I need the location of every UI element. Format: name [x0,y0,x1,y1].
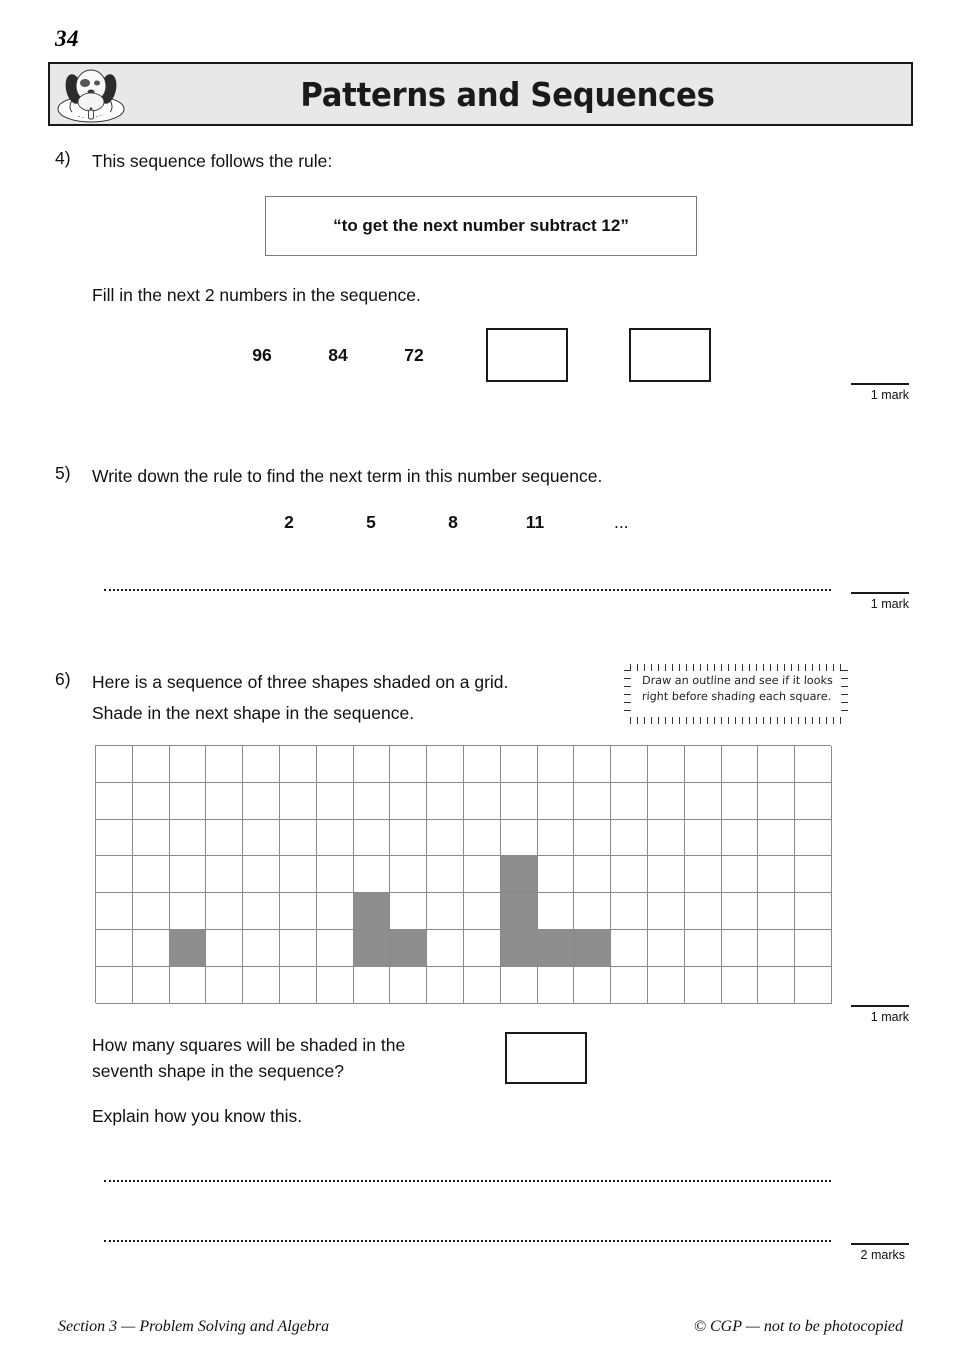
mark-rule [851,592,909,594]
grid-cell[interactable] [427,856,464,893]
grid-cell[interactable] [722,893,759,930]
grid-cell[interactable] [758,856,795,893]
question-6-sub-line1: How many squares will be shaded in the [92,1035,406,1055]
grid-cell-shaded[interactable] [501,856,538,893]
grid-cell[interactable] [611,783,648,820]
grid-cell-shaded[interactable] [501,930,538,967]
grid-cell[interactable] [722,783,759,820]
grid-cell[interactable] [243,783,280,820]
grid-cell[interactable] [758,746,795,783]
grid-cell[interactable] [280,930,317,967]
question-5-mark: 1 mark [870,597,909,611]
grid-cell[interactable] [427,820,464,857]
dog-mascot-icon [52,64,130,124]
grid-cell[interactable] [611,856,648,893]
grid-cell[interactable] [317,930,354,967]
question-4-answer-box-2[interactable] [629,328,711,382]
grid-cell[interactable] [464,820,501,857]
hint-note [622,663,850,725]
grid-cell[interactable] [538,820,575,857]
hint-border-left [624,670,631,718]
grid-cell[interactable] [427,967,464,1004]
hint-border-right [841,670,848,718]
page-number: 34 [55,26,79,51]
question-6-answer-line-1[interactable] [104,1180,831,1182]
grid-cell[interactable] [464,930,501,967]
grid-cell[interactable] [611,893,648,930]
grid-cell[interactable] [685,967,722,1004]
grid-cell[interactable] [390,893,427,930]
grid-cell[interactable] [722,746,759,783]
question-4-answer-box-1[interactable] [486,328,568,382]
grid-cell[interactable] [206,856,243,893]
grid-cell[interactable] [648,856,685,893]
grid-cell[interactable] [648,746,685,783]
sequence-term: 11 [525,512,545,532]
grid-cell[interactable] [685,856,722,893]
grid-cell[interactable] [538,967,575,1004]
grid-cell[interactable] [795,967,832,1004]
footer-section-label: Section 3 — Problem Solving and Algebra [58,1318,330,1335]
grid-cell[interactable] [317,783,354,820]
rule-box-text: “to get the next number subtract 12” [333,216,629,235]
page-header-bar [48,62,913,126]
grid-cell[interactable] [354,967,391,1004]
grid-cell[interactable] [96,746,133,783]
grid-cell[interactable] [96,783,133,820]
grid-cell[interactable] [206,820,243,857]
grid-cell[interactable] [574,967,611,1004]
grid-cell[interactable] [722,856,759,893]
rule-box [265,196,697,256]
grid-cell[interactable] [170,783,207,820]
grid-cell[interactable] [501,783,538,820]
sequence-term: 84 [328,345,348,365]
grid-cell[interactable] [795,893,832,930]
grid-cell[interactable] [501,746,538,783]
grid-cell[interactable] [427,746,464,783]
grid-cell-shaded[interactable] [501,893,538,930]
grid-cell[interactable] [464,783,501,820]
grid-cell[interactable] [574,820,611,857]
mark-rule [851,1243,909,1245]
grid-cell[interactable] [280,856,317,893]
grid-cell[interactable] [170,967,207,1004]
sequence-ellipsis: ... [614,512,629,532]
grid-cell[interactable] [280,967,317,1004]
grid-cell[interactable] [133,930,170,967]
question-5-answer-line[interactable] [104,589,831,591]
grid-cell[interactable] [206,930,243,967]
grid-cell[interactable] [574,783,611,820]
hint-text: Draw an outline and see if it looks right before shading each square. [641,674,834,703]
grid-cell[interactable] [243,820,280,857]
grid-cell[interactable] [317,856,354,893]
grid-cell[interactable] [133,967,170,1004]
hint-border-bottom [630,717,842,724]
grid-cell[interactable] [795,820,832,857]
grid-cell[interactable] [96,930,133,967]
question-6-grid-mark: 1 mark [870,1010,909,1024]
question-6-number: 6) [55,669,71,689]
question-6-sub-line2: seventh shape in the sequence? [92,1061,344,1081]
question-4-mark: 1 mark [870,388,909,402]
grid-cell[interactable] [390,820,427,857]
grid-cell[interactable] [574,856,611,893]
grid-cell-shaded[interactable] [574,930,611,967]
grid-cell[interactable] [96,820,133,857]
grid-cell-shaded[interactable] [390,930,427,967]
grid-cell[interactable] [611,930,648,967]
grid-cell[interactable] [648,783,685,820]
grid-cell[interactable] [427,783,464,820]
grid-cell[interactable] [317,893,354,930]
grid-cell-shaded[interactable] [170,930,207,967]
grid-cell[interactable] [501,820,538,857]
question-4-prompt: This sequence follows the rule: [92,151,333,171]
grid-cell[interactable] [464,746,501,783]
hint-border-top [630,664,842,671]
sequence-term: 2 [284,512,294,532]
grid-cell[interactable] [722,967,759,1004]
grid-cell[interactable] [243,856,280,893]
grid-cell-shaded[interactable] [354,893,391,930]
grid-cell[interactable] [501,967,538,1004]
grid-cell[interactable] [758,783,795,820]
grid-cell[interactable] [280,820,317,857]
question-6-explain-prompt: Explain how you know this. [92,1106,303,1126]
grid-cell[interactable] [538,856,575,893]
grid-cell[interactable] [758,967,795,1004]
grid-cell[interactable] [390,967,427,1004]
grid-cell[interactable] [280,746,317,783]
question-6-prompt-line2: Shade in the next shape in the sequence. [92,703,415,723]
grid-cell[interactable] [685,820,722,857]
grid-cell[interactable] [648,930,685,967]
grid-cell[interactable] [206,967,243,1004]
question-5-number: 5) [55,463,71,483]
question-4-instruction: Fill in the next 2 numbers in the sequence. [92,285,421,305]
grid-cell[interactable] [795,856,832,893]
grid-cell[interactable] [206,746,243,783]
grid-cell[interactable] [574,746,611,783]
grid-cell[interactable] [538,783,575,820]
grid-cell[interactable] [758,930,795,967]
grid-cell[interactable] [317,967,354,1004]
grid-cell[interactable] [464,856,501,893]
grid-cell[interactable] [354,783,391,820]
grid-cell[interactable] [354,856,391,893]
grid-cell-shaded[interactable] [354,930,391,967]
grid-cell[interactable] [206,783,243,820]
grid-cell[interactable] [133,893,170,930]
grid-cell[interactable] [243,893,280,930]
grid-cell[interactable] [611,967,648,1004]
question-6-explain-mark: 2 marks [860,1248,905,1262]
sequence-term: 5 [366,512,376,532]
grid-cell[interactable] [133,783,170,820]
grid-cell[interactable] [538,893,575,930]
grid-cell[interactable] [795,783,832,820]
grid-cell[interactable] [170,746,207,783]
grid-cell[interactable] [243,967,280,1004]
grid-cell[interactable] [317,746,354,783]
grid-cell[interactable] [317,820,354,857]
grid-cell[interactable] [390,783,427,820]
question-5-sequence [268,512,629,533]
grid-cell[interactable] [243,930,280,967]
footer-copyright: © CGP — not to be photocopied [693,1318,903,1335]
grid-cell[interactable] [795,746,832,783]
grid-cell[interactable] [758,820,795,857]
grid-cell[interactable] [685,930,722,967]
question-4-number: 4) [55,148,71,168]
grid-cell[interactable] [133,746,170,783]
mark-rule [851,383,909,385]
grid-cell[interactable] [538,746,575,783]
grid-cell[interactable] [390,746,427,783]
grid-cell[interactable] [133,820,170,857]
grid-cell[interactable] [722,820,759,857]
grid-cell[interactable] [722,930,759,967]
question-6-answer-box[interactable] [505,1032,587,1084]
grid-cell[interactable] [96,967,133,1004]
grid-cell[interactable] [354,746,391,783]
grid-cell[interactable] [243,746,280,783]
grid-cell[interactable] [390,856,427,893]
grid-cell[interactable] [648,967,685,1004]
grid-cell[interactable] [170,856,207,893]
grid-cell-shaded[interactable] [538,930,575,967]
grid-cell[interactable] [685,893,722,930]
grid-cell[interactable] [611,746,648,783]
grid-cell[interactable] [685,746,722,783]
question-6-prompt-line1: Here is a sequence of three shapes shaded on a grid. [92,672,509,692]
grid-cell[interactable] [464,967,501,1004]
question-5-prompt: Write down the rule to find the next term in this number sequence. [92,466,603,486]
sequence-term: 8 [448,512,458,532]
page-footer [0,1318,961,1336]
grid-cell[interactable] [133,856,170,893]
mark-rule [851,1005,909,1007]
grid-cell[interactable] [96,856,133,893]
sequence-term: 96 [252,345,272,365]
grid-cell[interactable] [280,893,317,930]
grid-cell[interactable] [611,820,648,857]
question-6-answer-line-2[interactable] [104,1240,831,1242]
grid-cell[interactable] [795,930,832,967]
page-title: Patterns and Sequences [300,74,715,114]
grid-cell[interactable] [427,893,464,930]
grid-cell[interactable] [464,893,501,930]
grid-cell[interactable] [96,893,133,930]
question-4-sequence [240,345,436,366]
grid-cell[interactable] [648,893,685,930]
grid-cell[interactable] [170,820,207,857]
grid-cell[interactable] [685,783,722,820]
grid-cell[interactable] [427,930,464,967]
grid-cell[interactable] [354,820,391,857]
sequence-term: 72 [404,345,424,365]
grid-cell[interactable] [280,783,317,820]
grid-cell[interactable] [758,893,795,930]
grid-cell[interactable] [206,893,243,930]
grid-cell[interactable] [170,893,207,930]
grid-cell[interactable] [574,893,611,930]
grid-cell[interactable] [648,820,685,857]
shape-sequence-grid[interactable] [95,745,831,1003]
